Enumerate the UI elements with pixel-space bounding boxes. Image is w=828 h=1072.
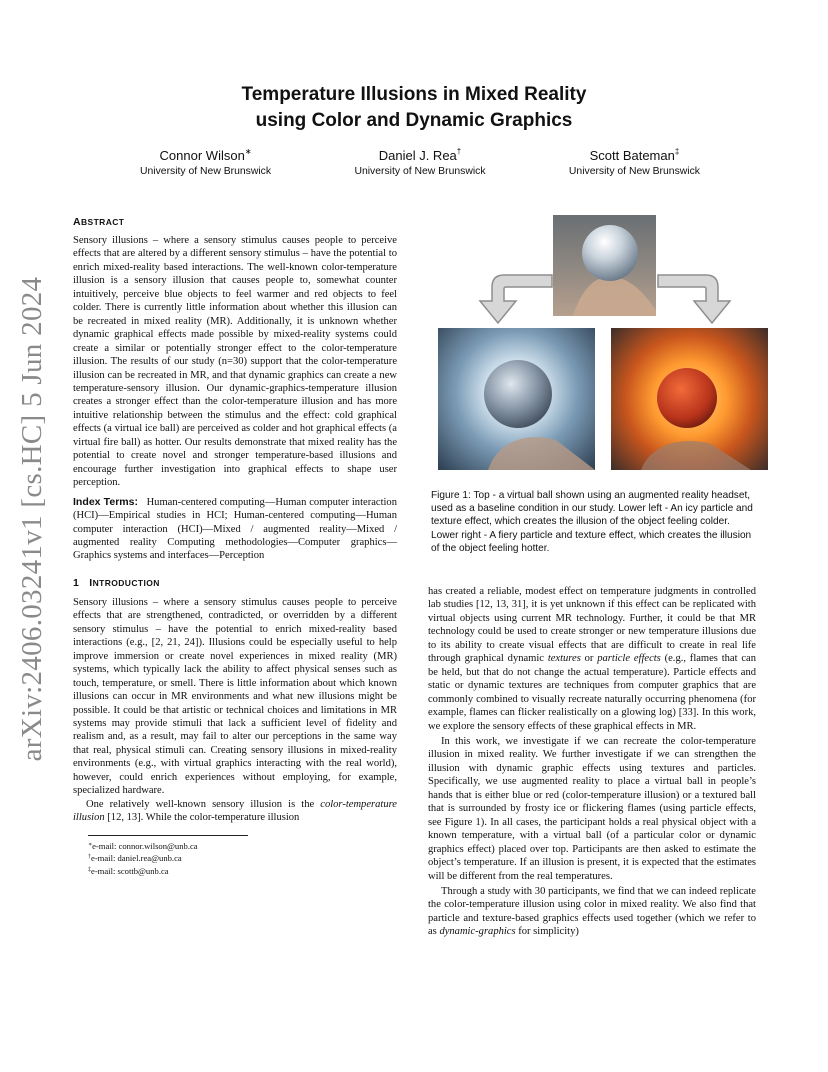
introduction-heading <box>73 577 397 589</box>
fiery-ball-image <box>611 328 768 470</box>
text-run: for simplicity) <box>515 926 579 938</box>
text-run: (e.g., flames that can be held, but that do not change the actual temperature). Particle effects and static or dynamic textures are techniques from computer graphics that are commonly combined to visually recreate naturally occurring phenomena (for example, flames can flicker realistically on a glowing log) [33]. In this work, we explore the sensory effects of these graphical effects in MR. <box>428 653 756 732</box>
index-terms-text: Human-centered computing—Human computer interaction (HCI)—Empirical studies in HCI; Human-centered computing—Human computer interaction (HCI)—Mixed / augmented reality—Mixed / augmented reality Computing methodologies—Computer graphics—Graphics systems and interfaces—Perception <box>73 496 397 562</box>
text-run: One relatively well-known sensory illusion is the <box>86 798 321 810</box>
paper-title <box>0 82 828 134</box>
footnote-mark: ∗ <box>88 841 93 848</box>
author-affiliation: University of New Brunswick <box>568 166 700 177</box>
arrow-right-icon <box>656 267 736 327</box>
index-terms <box>73 496 397 563</box>
left-column <box>73 216 397 877</box>
abstract-text: Sensory illusions – where a sensory stimulus causes people to perceive effects that are altered by a different sensory stimulus – have the potential to enrich mixed-reality based interactions. The well-known color-temperature illusion is a sensory illusion that causes people to, somewhat counter intuitively, perceive blue objects to feel warmer and red objects to feel colder. There is currently little information about whether this illusion can be recreated in mixed reality (MR). Additionally, it is unknown whether dynamic graphical effects made possible by mixed-reality systems could create a similar or potentially stronger effect to the color-temperature illusion. The results of our study (n=30) support that the color-temperature illusion can be recreated in MR, and that dynamic graphics can create a new temperature-sensory illusion. Our dynamic-graphics-temperature illusion creates a stronger effect than the color-temperature illusion and has more intuitive relationship between the stimulus and the effect: cold graphical effects (a virtual ice ball) are perceived as colder and hot graphical effects (a virtual fire ball) as hotter. Our results demonstrate that mixed reality has the potential to create novel and stronger temperature-based illusions and encourage further investigation into graphical effects to shape user perception. <box>73 235 397 489</box>
footnote-divider <box>88 835 248 836</box>
footnote-mark: ‡ <box>88 866 91 873</box>
author-name: Scott Bateman <box>589 148 675 163</box>
heading-rest: BSTRACT <box>80 217 125 227</box>
abstract-heading <box>73 216 397 228</box>
right-paragraph-3 <box>428 885 756 939</box>
footnote-2 <box>88 852 397 865</box>
title-line-1: Temperature Illusions in Mixed Reality <box>241 84 587 105</box>
author-mark: † <box>456 147 462 156</box>
author-mark: ‡ <box>674 147 680 156</box>
right-column <box>428 585 756 939</box>
right-paragraph-1 <box>428 585 756 733</box>
footnote-text: e-mail: scottb@unb.ca <box>91 865 169 876</box>
index-terms-label: Index Terms: <box>73 495 139 508</box>
footnote-3 <box>88 865 397 878</box>
author-list <box>140 143 700 180</box>
intro-paragraph-1: Sensory illusions – where a sensory stimulus causes people to perceive effects that are strengthened, contradicted, or overridden by a different sensory stimulus – have the potential to enrich mixed-reality based interactions (e.g., [2, 21, 24]). Illusions could be especially useful to help improve immersion or create novel experiences in mixed reality (MR) systems, which typically lack the ability to affect physical senses such as touch, temperature, or smell. There is little information about which known illusions can occur in MR environments and what new illusions might be possible. It could be that artistic or technical choices and limitations in MR systems may provide stimuli that lack a sufficient level of fidelity and realism and, as a result, may fail to alter our perceptions in the same way that real, physical stimuli can. Creating sensory illusions in mixed-reality environments (e.g., with virtual graphics interacting with the real world), however, could enrich experiences without employing, for example, specialized hardware. <box>73 596 397 797</box>
text-run: Through a study with 30 participants, we find that we can indeed replicate the color-temperature illusion using color in mixed reality. We also find that particle and texture-based graphics effects used together (which we refer to as <box>428 885 756 938</box>
author-2 <box>354 143 485 180</box>
right-paragraph-2: In this work, we investigate if we can recreate the color-temperature illusion in mixed reality. We further investigate if we can strengthen the illusion with dynamic graphic effects using textures and particles. Specifically, we use augmented reality to place a virtual ball in people’s hands that is either blue or red (color-temperature illusion) or a textured ball that is surrounded by frosty ice or flickering flames (using particle effects, see Figure 1). In all cases, the participant holds a real physical object with a known temperature, with a virtual ball (of a particular color or dynamic graphics effect) placed over top. Participants are then asked to estimate the object’s temperature. If an illusion is present, it is expected that the estimates will be different from the real temperatures. <box>428 735 756 882</box>
arrow-left-icon <box>474 267 554 327</box>
footnote-mark: † <box>88 854 91 861</box>
author-name: Connor Wilson <box>159 148 245 163</box>
text-run: [12, 13]. While the color-temperature illusion <box>104 812 300 824</box>
figure-1-caption: Figure 1: Top - a virtual ball shown using an augmented reality headset, used as a baseline condition in our study. Lower left - An icy particle and texture effect, which creates the illusion of the object feeling colder. Lower right - A fiery particle and texture effect, which creates the illusion of the object feeling hotter. <box>431 490 753 554</box>
title-line-2: using Color and Dynamic Graphics <box>255 110 573 131</box>
baseline-virtual-ball-image <box>553 215 656 316</box>
author-affiliation: University of New Brunswick <box>140 166 272 177</box>
text-run: has created a reliable, modest effect on temperature judgments in controlled lab studies [12, 13, 31], it is yet unknown if this effect can be replicated with virtual objects using current MR technology. Further, it could be that MR technology could be used to create stronger or new temperature illusions due to its ability to create visual effects that are difficult to create in real life through graphical dynamic <box>428 586 756 665</box>
emphasis-term: dynamic-graphics <box>439 926 516 938</box>
text-run: or <box>580 653 598 665</box>
author-1 <box>140 143 271 180</box>
emphasis-term: particle effects <box>597 653 661 665</box>
intro-paragraph-2 <box>73 798 397 825</box>
heading-initial: I <box>89 576 93 589</box>
section-number: 1 <box>73 576 80 589</box>
author-mark: ∗ <box>244 147 252 156</box>
footnote-1 <box>88 840 397 853</box>
author-3 <box>569 143 700 180</box>
icy-ball-image <box>438 328 595 470</box>
author-name: Daniel J. Rea <box>378 148 457 163</box>
emphasis-term: color-temperature illusion <box>73 798 397 824</box>
arxiv-identifier-stamp: arXiv:2406.03241v1 [cs.HC] 5 Jun 2024 <box>16 276 48 762</box>
emphasis-term: textures <box>547 653 581 665</box>
heading-initial: A <box>73 216 81 228</box>
footnote-text: e-mail: connor.wilson@unb.ca <box>92 840 198 851</box>
figure-1 <box>430 215 760 470</box>
footnote-text: e-mail: daniel.rea@unb.ca <box>91 853 182 864</box>
heading-rest: NTRODUCTION <box>92 577 160 588</box>
author-affiliation: University of New Brunswick <box>354 166 486 177</box>
